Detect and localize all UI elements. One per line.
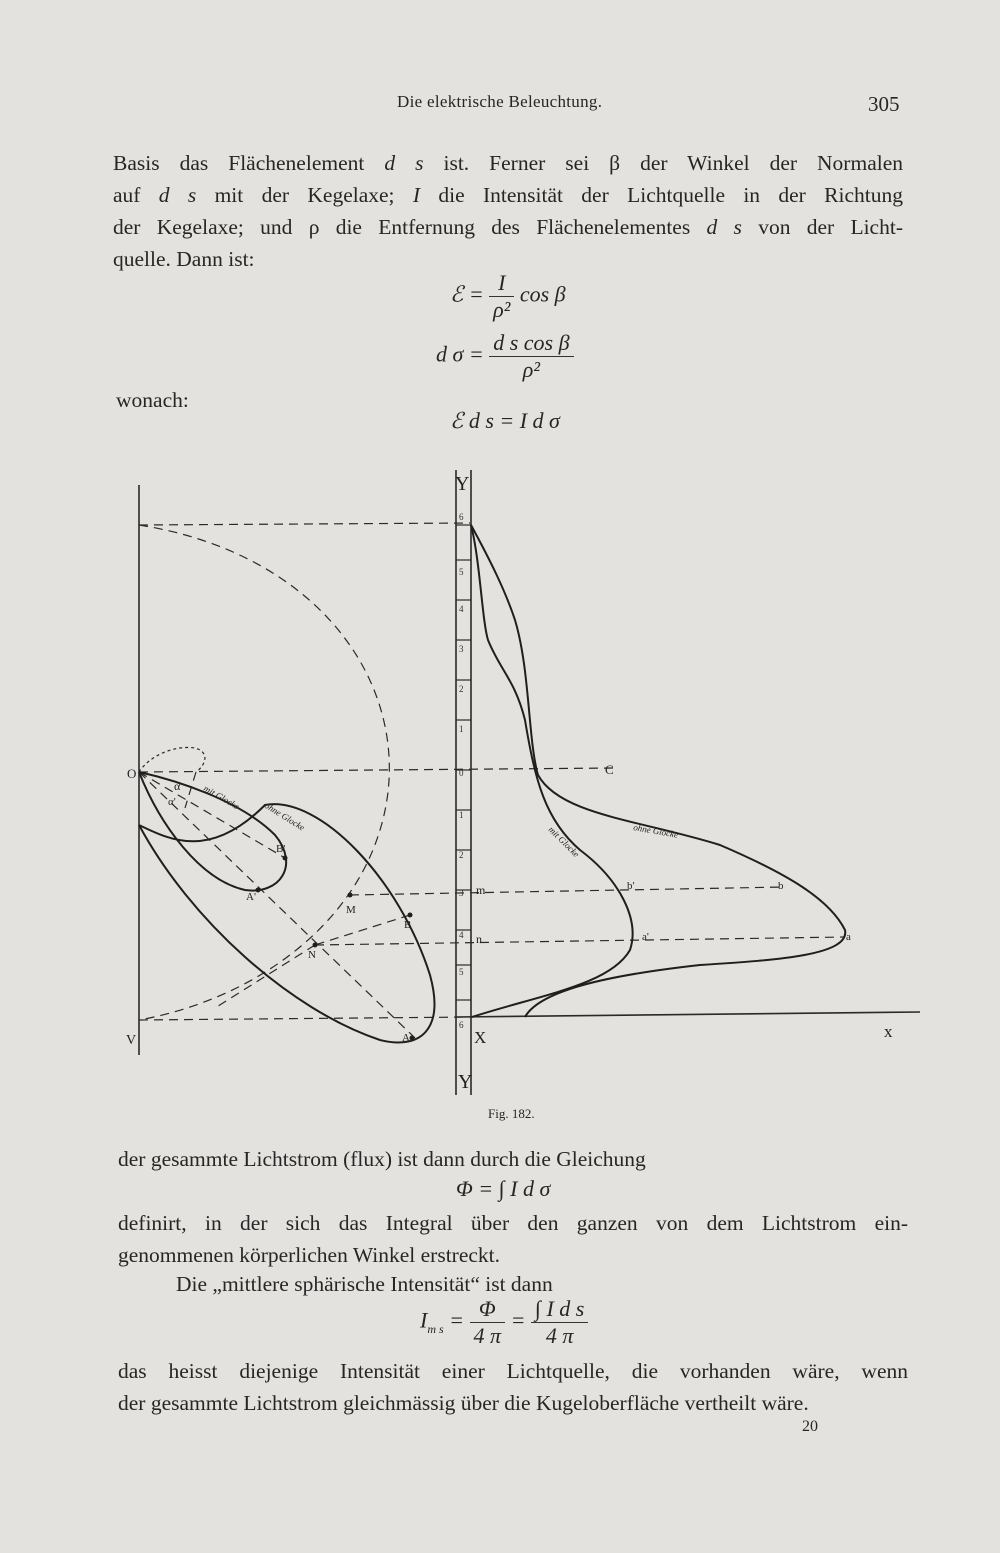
scale-ticks xyxy=(456,525,471,1000)
equation-illumination: ℰ = $\frac{I}{\text{ρ²}}$ cos β xyxy=(450,270,566,322)
equation-mean-spherical-intensity: $I_{m s}$ = $\frac{\Phi}{4 \pi}$ = $\frac{\text{∫ I d s}}{4 \pi}$ xyxy=(420,1296,588,1349)
label-alpha: α xyxy=(174,779,181,793)
equation-solid-angle: d σ = $\frac{\text{d s cos β}}{\text{ρ²}}$ xyxy=(436,330,574,383)
label-b: b xyxy=(778,880,784,892)
label-Y-top: Y xyxy=(455,473,470,495)
label-V: V xyxy=(126,1033,137,1048)
label-ohne-glocke-left: ohne Glocke xyxy=(262,800,307,833)
equation-flux: Φ = ∫ I d σ xyxy=(456,1176,551,1201)
label-O: O xyxy=(127,766,137,781)
paragraph-top xyxy=(113,147,903,275)
label-a: a xyxy=(846,931,851,943)
curve-labels xyxy=(202,783,679,859)
large-lobe-curve xyxy=(139,804,434,1042)
text-line: Die „mittlere sphärische Intensität“ ist dann xyxy=(176,1272,553,1296)
label-M: M xyxy=(346,904,356,916)
text-line: Basis das Flächenelement d s ist. Ferner sei β der Winkel der Normalen xyxy=(113,151,904,175)
text-wonach: wonach: xyxy=(116,388,189,412)
text-line: quelle. Dann ist: xyxy=(113,247,255,271)
page-number: 305 xyxy=(868,92,900,116)
scale-tick-labels xyxy=(459,512,464,1030)
label-ohne-glocke-right: ohne Glocke xyxy=(632,822,679,840)
point-markers xyxy=(256,856,415,1041)
label-N: N xyxy=(308,949,316,961)
signature-mark: 20 xyxy=(802,1418,818,1435)
svg-text:5: 5 xyxy=(459,967,464,977)
svg-text:2: 2 xyxy=(459,850,464,860)
label-m: m xyxy=(476,883,486,897)
text-line: auf d s mit der Kegelaxe; I die Intensität der Lichtquelle in der Richtung xyxy=(113,183,903,207)
label-alpha-prime: α' xyxy=(168,796,176,808)
figure-caption: Fig. 182. xyxy=(488,1106,535,1121)
running-header-title: Die elektrische Beleuchtung. xyxy=(397,92,603,111)
label-X-origin: X xyxy=(474,1028,487,1047)
label-Y-bottom: Y xyxy=(458,1071,473,1093)
svg-text:1: 1 xyxy=(459,810,464,820)
label-a-prime: a' xyxy=(642,931,649,943)
paragraph-definition xyxy=(118,1207,908,1271)
small-dotted-loop xyxy=(139,747,205,772)
svg-text:3: 3 xyxy=(459,888,464,898)
label-n: n xyxy=(476,932,482,946)
label-C: C xyxy=(605,762,614,777)
svg-text:5: 5 xyxy=(459,567,464,577)
paragraph-bottom xyxy=(118,1355,908,1419)
right-distribution-curves xyxy=(471,525,845,1017)
text-line: das heisst diejenige Intensität einer Lichtquelle, die vorhanden wäre, wenn xyxy=(118,1359,908,1383)
text-line: definirt, in der sich das Integral über den ganzen von dem Lichtstrom ein- xyxy=(118,1211,908,1235)
svg-text:1: 1 xyxy=(459,724,464,734)
ohne-glocke-curve xyxy=(471,525,845,1017)
svg-text:6: 6 xyxy=(459,512,464,522)
label-mit-glocke-right: mit Glocke xyxy=(546,824,582,860)
svg-text:4: 4 xyxy=(459,930,464,940)
label-x-end: x xyxy=(884,1022,893,1041)
equation-flux-relation: ℰ d s = I d σ xyxy=(450,408,560,433)
figure-labels xyxy=(126,473,893,1093)
text-line: der gesammte Lichtstrom (flux) ist dann durch die Gleichung xyxy=(118,1147,646,1171)
label-A: A xyxy=(402,1032,410,1044)
text-line: der gesammte Lichtstrom gleichmässig über die Kugeloberfläche vertheilt wäre. xyxy=(118,1391,809,1415)
svg-text:2: 2 xyxy=(459,684,464,694)
svg-text:4: 4 xyxy=(459,604,464,614)
figure-182-diagram xyxy=(0,455,1000,1100)
label-A-prime: A' xyxy=(246,891,256,903)
label-B: B xyxy=(404,919,412,931)
svg-text:0: 0 xyxy=(459,768,464,778)
construction-lines xyxy=(139,523,845,1038)
text-line: genommenen körperlichen Winkel erstreckt. xyxy=(118,1243,501,1267)
text-line: der Kegelaxe; und ρ die Entfernung des Flächenelementes d s von der Licht- xyxy=(113,215,903,239)
label-mit-glocke-left: mit Glocke xyxy=(202,783,241,812)
svg-text:6: 6 xyxy=(459,1020,464,1030)
label-b-prime: b' xyxy=(627,880,635,892)
label-B-prime: B' xyxy=(276,843,286,855)
svg-text:3: 3 xyxy=(459,644,464,654)
